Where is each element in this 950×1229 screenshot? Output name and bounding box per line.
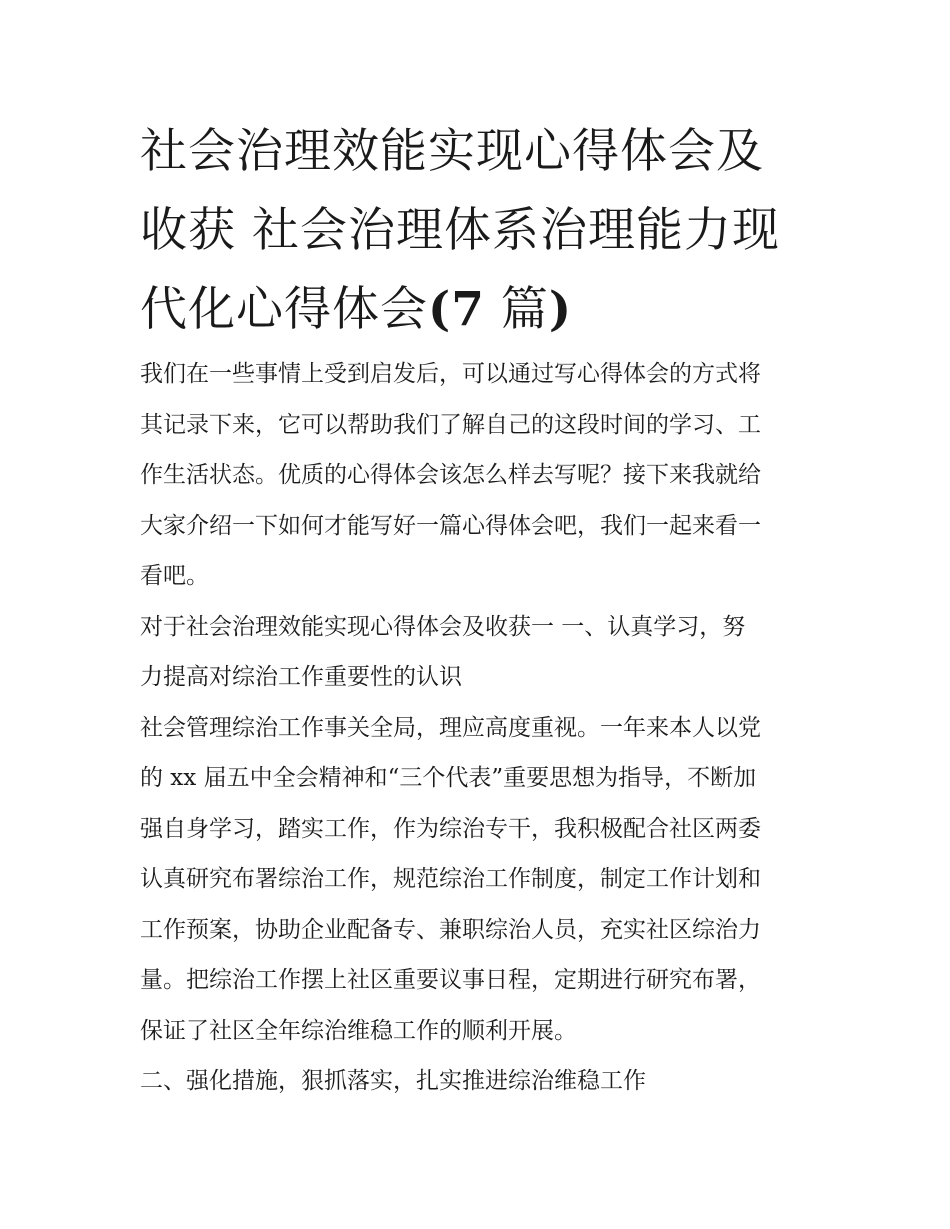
text-line: 作生活状态。优质的心得体会该怎么样去写呢？接下来我就给 (140, 462, 761, 488)
text-line: 力提高对综治工作重要性的认识 (140, 664, 462, 690)
paragraph-section-two-heading (140, 1056, 820, 1107)
paragraph-section-one-body (140, 703, 820, 1057)
title-line-2: 收获 社会治理体系治理能力现 (140, 203, 780, 258)
text-line: 我们在一些事情上受到启发后，可以通过写心得体会的方式将 (140, 361, 761, 387)
text-line: 二、强化措施，狠抓落实，扎实推进综治维稳工作 (140, 1068, 646, 1094)
document-body (140, 349, 820, 1107)
title-line-3 (140, 270, 820, 349)
document-title (140, 112, 820, 349)
text-line: 认真研究布署综治工作，规范综治工作制度，制定工作计划和 (140, 866, 761, 892)
text-line: 强自身学习，踏实工作，作为综治专干，我积极配合社区两委 (140, 815, 761, 842)
title-line-3-close: ) (548, 282, 573, 337)
text-line: 的 xx 届五中全会精神和“三个代表”重要思想为指导，不断加 (140, 765, 757, 791)
text-line: 看吧。 (140, 563, 209, 589)
text-line: 社会管理综治工作事关全局，理应高度重视。一年来本人以党 (140, 714, 761, 741)
title-line-3-count: (7 (428, 282, 485, 337)
paragraph-section-one-heading (140, 602, 820, 703)
title-line-3-prefix: 代化心得体会 (140, 282, 428, 337)
title-line-3-unit: 篇 (484, 282, 549, 337)
text-line: 对于社会治理效能实现心得体会及收获一 一、认真学习，努 (140, 613, 746, 640)
text-line: 其记录下来，它可以帮助我们了解自己的这段时间的学习、工 (140, 411, 761, 438)
text-line: 量。把综治工作摆上社区重要议事日程，定期进行研究布署， (140, 967, 761, 993)
text-line: 保证了社区全年综治维稳工作的顺利开展。 (140, 1017, 577, 1044)
text-line: 工作预案，协助企业配备专、兼职综治人员，充实社区综治力 (140, 916, 761, 943)
title-line-1: 社会治理效能实现心得体会及 (140, 124, 764, 179)
document-page (140, 112, 820, 1107)
text-line: 大家介绍一下如何才能写好一篇心得体会吧，我们一起来看一 (140, 512, 761, 539)
paragraph-intro (140, 349, 820, 602)
